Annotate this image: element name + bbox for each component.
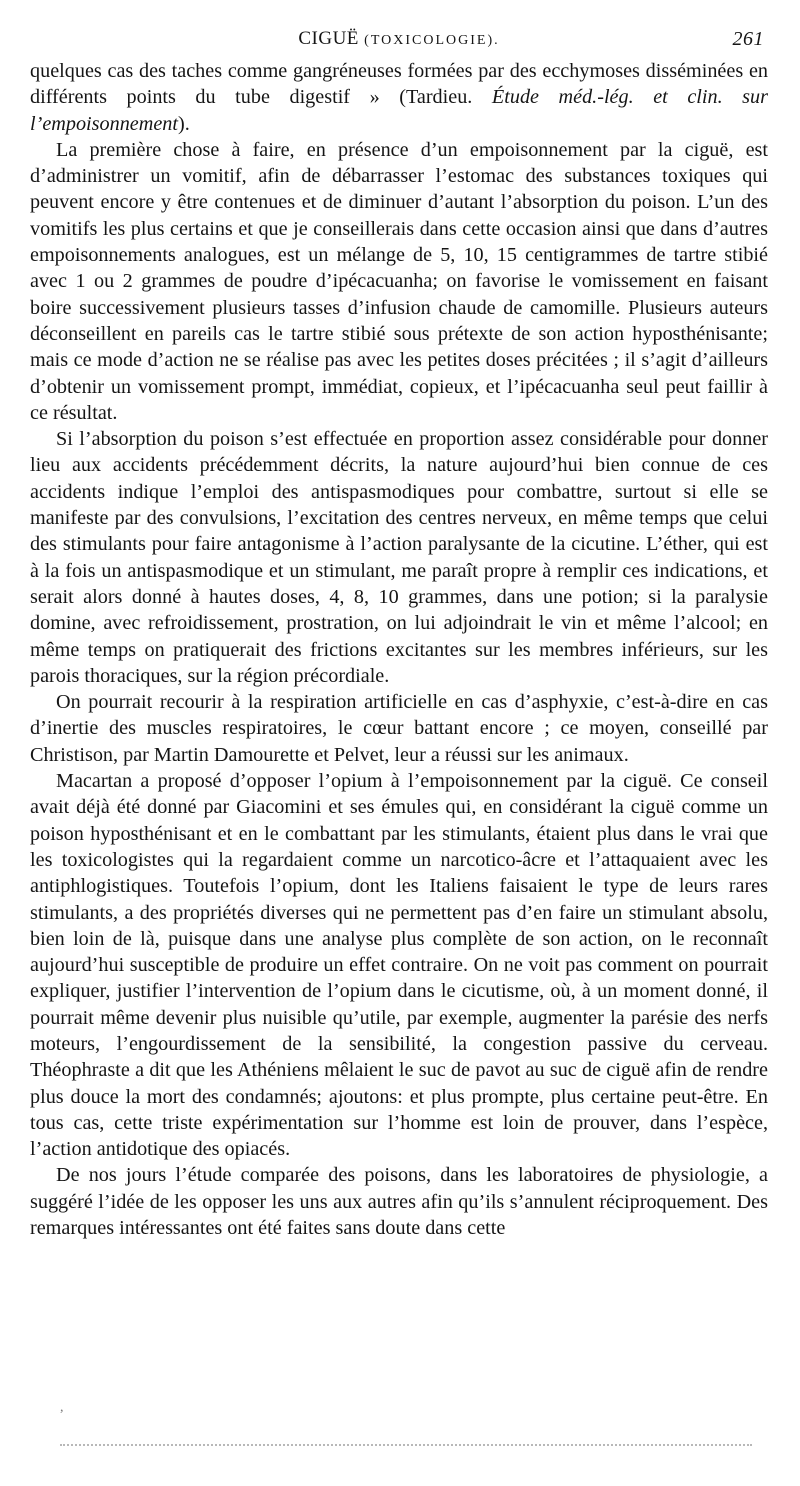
stray-ink-mark: ,: [60, 1400, 64, 1415]
footer-dotted-rule: [60, 1444, 752, 1446]
paragraph-4: On pourrait recourir à la respiration artificielle en cas d’asphyxie, c’est-à-dire en cas d’inertie des muscles respiratoires, le cœur battant encore ; ce moyen, conseillé par Christison, par Martin Damourette et Pelvet, leur a réussi sur les animaux.: [30, 691, 768, 766]
paragraph-1-text: quelques cas des taches comme gangréneuses formées par des ecchymoses disséminées en différents points du tube digestif » (Tardieu.: [30, 60, 768, 109]
running-title-sub: (TOXICOLOGIE).: [364, 33, 500, 48]
paragraph-1-citation: Étude méd.-lég. et clin. sur l’empoisonnement: [30, 86, 768, 135]
running-title-main: CIGUË: [298, 28, 359, 49]
paragraph-5: Macartan a proposé d’opposer l’opium à l’empoisonnement par la ciguë. Ce conseil avait déjà été donné par Giacomini et ses émules qui, en considérant la ciguë comme un poison hyposthénisant et en le combattant par les stimulants, étaient plus dans le vrai que les toxicologistes qui la regardaient comme un narcotico-âcre et l’attaquaient avec les antiphlogistiques. Toutefois l’opium, dont les Italiens faisaient le type de leurs rares stimulants, a des propriétés diverses qui ne permettent pas d’en faire un stimulant absolu, bien loin de là, puisque dans une analyse plus complète de son action, on le reconnaît aujourd’hui susceptible de produire un effet contraire. On ne voit pas comment on pourrait expliquer, justifier l’intervention de l’opium dans le cicutisme, où, à un moment donné, il pourrait même devenir plus nuisible qu’utile, par exemple, augmenter la parésie des nerfs moteurs, l’engourdissement de la sensibilité, la congestion passive du cerveau. Théophraste a dit que les Athéniens mêlaient le suc de pavot au suc de ciguë afin de rendre plus douce la mort des condamnés; ajoutons: et plus prompte, plus certaine peut-être. En tous cas, cette triste expérimentation sur l’homme est loin de prouver, dans l’espèce, l’action antidotique des opiacés.: [30, 770, 768, 1161]
body-text: [30, 58, 768, 1241]
running-title: [30, 28, 768, 50]
paragraph-1: [30, 58, 768, 137]
paragraph-6: De nos jours l’étude comparée des poisons, dans les laboratoires de physiologie, a suggéré l’idée de les opposer les uns aux autres afin qu’ils s’annulent réciproquement. Des remarques intéressantes ont été faites sans doute dans cette: [30, 1164, 768, 1240]
page-number: 261: [732, 28, 764, 50]
running-head: [30, 28, 768, 58]
book-page: [30, 28, 768, 1241]
paragraph-3: Si l’absorption du poison s’est effectuée en proportion assez considérable pour donner lieu aux accidents précédemment décrits, la nature aujourd’hui bien connue de ces accidents indique l’emploi des antispasmodiques pour combattre, surtout si elle se manifeste par des convulsions, l’excitation des centres nerveux, en même temps que celui des stimulants pour faire antagonisme à l’action paralysante de la cicutine. L’éther, qui est à la fois un antispasmodique et un stimulant, me paraît propre à remplir ces indications, et serait alors donné à hautes doses, 4, 8, 10 grammes, dans une potion; si la paralysie domine, avec refroidissement, prostration, on lui adjoindrait le vin et même l’alcool; en même temps on pratiquerait des frictions excitantes sur les membres inférieurs, sur les parois thoraciques, sur la région précordiale.: [30, 428, 768, 687]
paragraph-1-end: ).: [178, 112, 190, 135]
paragraph-2: La première chose à faire, en présence d’un empoisonnement par la ciguë, est d’administrer un vomitif, afin de débarrasser l’estomac des substances toxiques qui peuvent encore y être contenues et de diminuer d’autant l’absorption du poison. L’un des vomitifs les plus certains et que je conseillerais dans cette occasion ainsi que dans d’autres empoisonnements analogues, est un mélange de 5, 10, 15 centigrammes de tartre stibié avec 1 ou 2 grammes de poudre d’ipécacuanha; on favorise le vomissement en faisant boire successivement plusieurs tasses d’infusion chaude de camomille. Plusieurs auteurs déconseillent en pareils cas le tartre stibié sous prétexte de son action hyposthénisante; mais ce mode d’action ne se réalise pas avec les petites doses précitées ; il s’agit d’ailleurs d’obtenir un vomissement prompt, immédiat, copieux, et l’ipécacuanha seul peut faillir à ce résultat.: [30, 138, 768, 424]
